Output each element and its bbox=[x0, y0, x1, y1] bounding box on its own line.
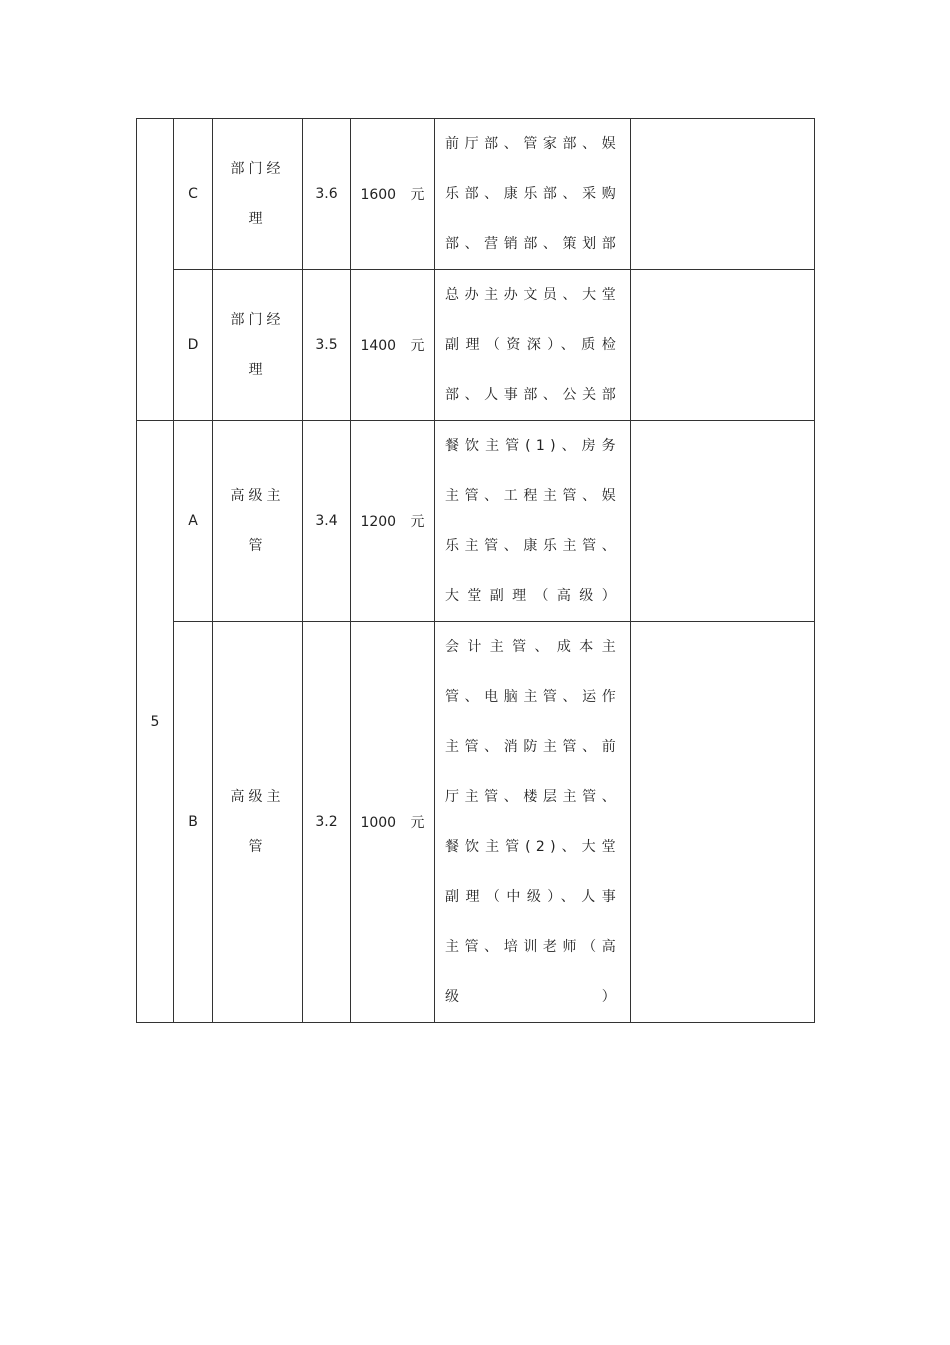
salary-cell: 1400 元 bbox=[351, 270, 435, 421]
table-row bbox=[137, 421, 815, 622]
salary-cell: 1200 元 bbox=[351, 421, 435, 622]
note-cell bbox=[631, 119, 815, 270]
note-cell bbox=[631, 622, 815, 1023]
position-cell: 部门经理 bbox=[213, 270, 303, 421]
table-row bbox=[137, 119, 815, 270]
salary-grade-table bbox=[136, 118, 815, 1023]
sub-grade-cell: B bbox=[174, 622, 213, 1023]
salary-cell: 1600 元 bbox=[351, 119, 435, 270]
coefficient-cell: 3.5 bbox=[303, 270, 351, 421]
table-row bbox=[137, 270, 815, 421]
position-cell: 高级主管 bbox=[213, 622, 303, 1023]
sub-grade-cell: C bbox=[174, 119, 213, 270]
note-cell bbox=[631, 421, 815, 622]
position-cell: 部门经理 bbox=[213, 119, 303, 270]
sub-grade-cell: D bbox=[174, 270, 213, 421]
departments-cell: 前厅部、管家部、娱乐部、康乐部、采购部、营销部、策划部 bbox=[435, 119, 631, 270]
coefficient-cell: 3.6 bbox=[303, 119, 351, 270]
salary-cell: 1000 元 bbox=[351, 622, 435, 1023]
table-row bbox=[137, 622, 815, 1023]
departments-cell: 总办主办文员、大堂副理（资深）、质检部、人事部、公关部 bbox=[435, 270, 631, 421]
coefficient-cell: 3.4 bbox=[303, 421, 351, 622]
level-cell: 5 bbox=[137, 421, 174, 1023]
position-cell: 高级主管 bbox=[213, 421, 303, 622]
coefficient-cell: 3.2 bbox=[303, 622, 351, 1023]
departments-cell: 餐饮主管(1)、房务主管、工程主管、娱乐主管、康乐主管、大堂副理（高级） bbox=[435, 421, 631, 622]
sub-grade-cell: A bbox=[174, 421, 213, 622]
departments-cell: 会计主管、成本主管、电脑主管、运作主管、消防主管、前厅主管、楼层主管、餐饮主管(2)、大堂副理（中级）、人事主管、培训老师（高级） bbox=[435, 622, 631, 1023]
level-cell-previous bbox=[137, 119, 174, 421]
note-cell bbox=[631, 270, 815, 421]
